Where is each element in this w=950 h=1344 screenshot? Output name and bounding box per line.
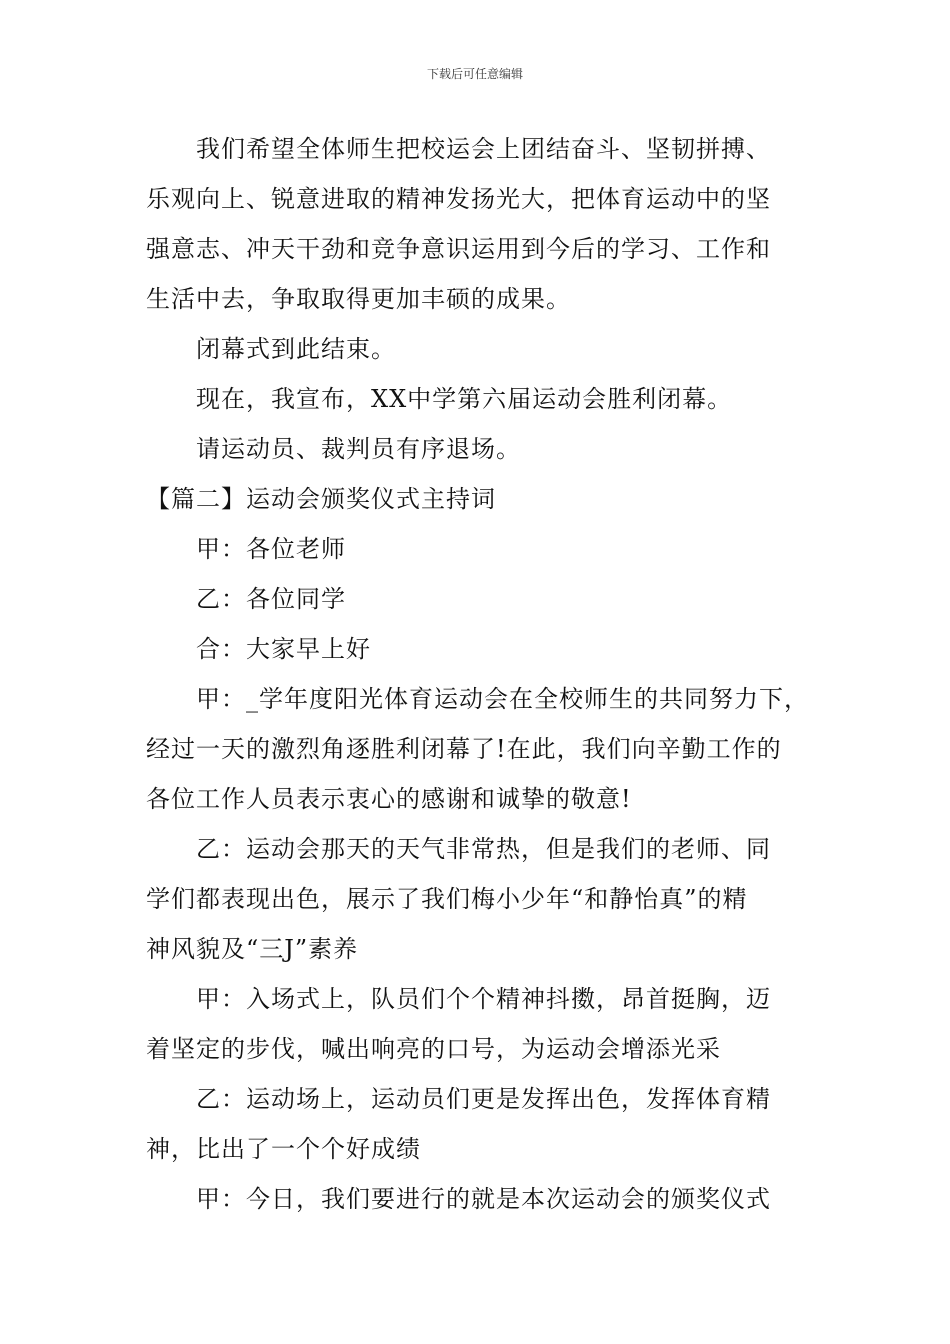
dialogue-line: 乙：各位同学 (196, 585, 346, 613)
dialogue-line: 合：大家早上好 (196, 635, 371, 663)
dialogue-line: 甲：今日，我们要进行的就是本次运动会的颁奖仪式 (196, 1185, 771, 1213)
dialogue-line: 各位工作人员表示衷心的感谢和诚挚的敬意! (146, 785, 632, 813)
dialogue-line: 乙：运动会那天的天气非常热，但是我们的老师、同 (196, 835, 771, 863)
document-body (146, 124, 836, 1224)
paragraph-line: 生活中去，争取取得更加丰硕的成果。 (146, 285, 571, 313)
dialogue-line: 学们都表现出色，展示了我们梅小少年“和静怡真”的精 (146, 885, 748, 913)
paragraph-line: 乐观向上、锐意进取的精神发扬光大，把体育运动中的坚 (146, 185, 771, 213)
dialogue-line: 神风貌及“三J”素养 (146, 935, 359, 963)
paragraph-line: 闭幕式到此结束。 (196, 335, 396, 363)
dialogue-line: 甲：_学年度阳光体育运动会在全校师生的共同努力下， (196, 685, 809, 713)
dialogue-line: 乙：运动场上，运动员们更是发挥出色，发挥体育精 (196, 1085, 771, 1113)
dialogue-line: 甲：入场式上，队员们个个精神抖擞，昂首挺胸，迈 (196, 985, 771, 1013)
dialogue-line: 经过一天的激烈角逐胜利闭幕了!在此，我们向辛勤工作的 (146, 735, 782, 763)
dialogue-line: 甲：各位老师 (196, 535, 346, 563)
paragraph-line: 我们希望全体师生把校运会上团结奋斗、坚韧拼搏、 (196, 135, 771, 163)
page-header: 下载后可任意编辑 (426, 67, 523, 81)
dialogue-line: 着坚定的步伐，喊出响亮的口号，为运动会增添光采 (146, 1035, 721, 1063)
paragraph-line: 现在，我宣布，XX中学第六届运动会胜利闭幕。 (196, 385, 733, 413)
paragraph-line: 请运动员、裁判员有序退场。 (196, 435, 521, 463)
paragraph-line: 强意志、冲天干劲和竞争意识运用到今后的学习、工作和 (146, 235, 771, 263)
dialogue-line: 神，比出了一个个好成绩 (146, 1135, 421, 1163)
section-title: 【篇二】运动会颁奖仪式主持词 (146, 485, 496, 513)
